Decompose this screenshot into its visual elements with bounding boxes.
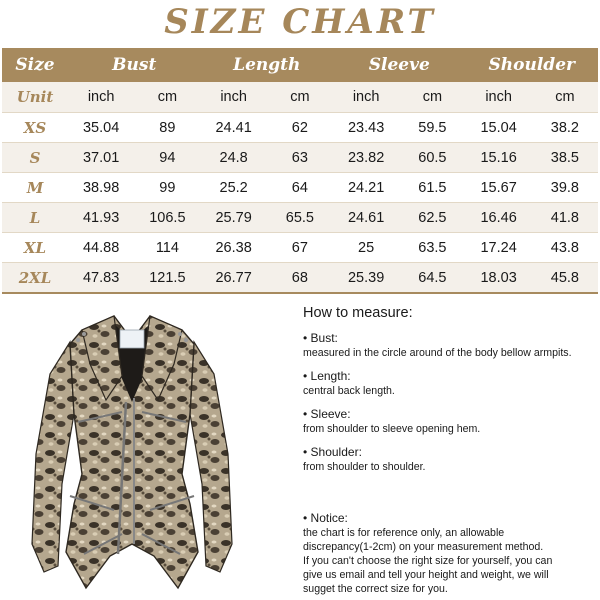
measure-label: • Bust:: [303, 331, 338, 345]
table-cell: 89: [134, 113, 200, 143]
table-cell: 41.93: [68, 203, 134, 233]
notice-line: give us email and tell your height and weight, we will: [303, 569, 549, 581]
table-cell: 15.04: [466, 113, 532, 143]
header-bust: Bust: [68, 48, 201, 82]
table-cell: 15.67: [466, 173, 532, 203]
table-cell: 24.41: [201, 113, 267, 143]
measure-label: • Length:: [303, 369, 351, 383]
unit-cell: cm: [532, 82, 598, 113]
header-shoulder: Shoulder: [466, 48, 599, 82]
table-cell: 45.8: [532, 263, 598, 294]
table-cell: 43.8: [532, 233, 598, 263]
table-cell: 38.5: [532, 143, 598, 173]
table-cell: 38.2: [532, 113, 598, 143]
table-cell: 44.88: [68, 233, 134, 263]
table-cell: 24.61: [333, 203, 399, 233]
size-label: M: [2, 173, 68, 203]
table-row: [2, 143, 598, 173]
unit-cell: cm: [399, 82, 465, 113]
table-cell: 25: [333, 233, 399, 263]
table-row: [2, 113, 598, 143]
measure-item-shoulder: [303, 444, 595, 474]
table-cell: 62.5: [399, 203, 465, 233]
size-label: L: [2, 203, 68, 233]
table-cell: 26.77: [201, 263, 267, 294]
notice-line: sugget the correct size for you.: [303, 583, 448, 595]
measure-text: from shoulder to shoulder.: [303, 461, 426, 473]
table-cell: 47.83: [68, 263, 134, 294]
header-length: Length: [201, 48, 334, 82]
table-cell: 106.5: [134, 203, 200, 233]
unit-row: [2, 82, 598, 113]
table-row: [2, 233, 598, 263]
unit-cell: inch: [201, 82, 267, 113]
table-cell: 64.5: [399, 263, 465, 294]
table-cell: 68: [267, 263, 333, 294]
table-cell: 24.21: [333, 173, 399, 203]
table-cell: 25.79: [201, 203, 267, 233]
table-row: [2, 203, 598, 233]
unit-cell: inch: [333, 82, 399, 113]
how-to-measure-panel: [303, 306, 595, 600]
table-cell: 16.46: [466, 203, 532, 233]
table-cell: 23.82: [333, 143, 399, 173]
unit-label: Unit: [2, 82, 68, 113]
how-to-measure-heading: How to measure:: [303, 305, 413, 321]
page-title: SIZE CHART: [164, 2, 436, 42]
header-sleeve: Sleeve: [333, 48, 466, 82]
jacket-image: [22, 304, 242, 594]
unit-cell: cm: [134, 82, 200, 113]
table-cell: 23.43: [333, 113, 399, 143]
size-chart-table: [2, 48, 598, 294]
size-label: S: [2, 143, 68, 173]
table-cell: 25.2: [201, 173, 267, 203]
measure-text: measured in the circle around of the body bellow armpits.: [303, 347, 572, 359]
measure-item-bust: [303, 330, 595, 360]
size-label: 2XL: [2, 263, 68, 294]
table-header-row: [2, 48, 598, 82]
table-cell: 25.39: [333, 263, 399, 294]
table-cell: 18.03: [466, 263, 532, 294]
unit-cell: cm: [267, 82, 333, 113]
notice-line: discrepancy(1-2cm) on your measurement method.: [303, 541, 544, 553]
measure-text: from shoulder to sleeve opening hem.: [303, 423, 481, 435]
measure-label: • Shoulder:: [303, 445, 362, 459]
size-label: XS: [2, 113, 68, 143]
notice-block: [303, 510, 595, 596]
table-cell: 64: [267, 173, 333, 203]
table-cell: 67: [267, 233, 333, 263]
table-row: [2, 263, 598, 294]
table-cell: 63: [267, 143, 333, 173]
table-cell: 17.24: [466, 233, 532, 263]
measure-text: central back length.: [303, 385, 395, 397]
measure-item-length: [303, 368, 595, 398]
notice-label: • Notice:: [303, 511, 348, 525]
table-cell: 35.04: [68, 113, 134, 143]
table-cell: 37.01: [68, 143, 134, 173]
notice-line: If you can't choose the right size for yourself, you can: [303, 555, 553, 567]
table-row: [2, 173, 598, 203]
table-cell: 38.98: [68, 173, 134, 203]
table-cell: 24.8: [201, 143, 267, 173]
table-cell: 121.5: [134, 263, 200, 294]
table-cell: 59.5: [399, 113, 465, 143]
table-cell: 39.8: [532, 173, 598, 203]
table-cell: 65.5: [267, 203, 333, 233]
measure-item-sleeve: [303, 406, 595, 436]
table-cell: 60.5: [399, 143, 465, 173]
table-cell: 99: [134, 173, 200, 203]
table-cell: 94: [134, 143, 200, 173]
notice-line: the chart is for reference only, an allowable: [303, 527, 505, 539]
table-cell: 15.16: [466, 143, 532, 173]
unit-cell: inch: [466, 82, 532, 113]
size-label: XL: [2, 233, 68, 263]
table-cell: 26.38: [201, 233, 267, 263]
table-cell: 63.5: [399, 233, 465, 263]
header-size: Size: [2, 48, 68, 82]
measure-label: • Sleeve:: [303, 407, 351, 421]
table-cell: 62: [267, 113, 333, 143]
table-cell: 41.8: [532, 203, 598, 233]
table-cell: 61.5: [399, 173, 465, 203]
table-cell: 114: [134, 233, 200, 263]
unit-cell: inch: [68, 82, 134, 113]
